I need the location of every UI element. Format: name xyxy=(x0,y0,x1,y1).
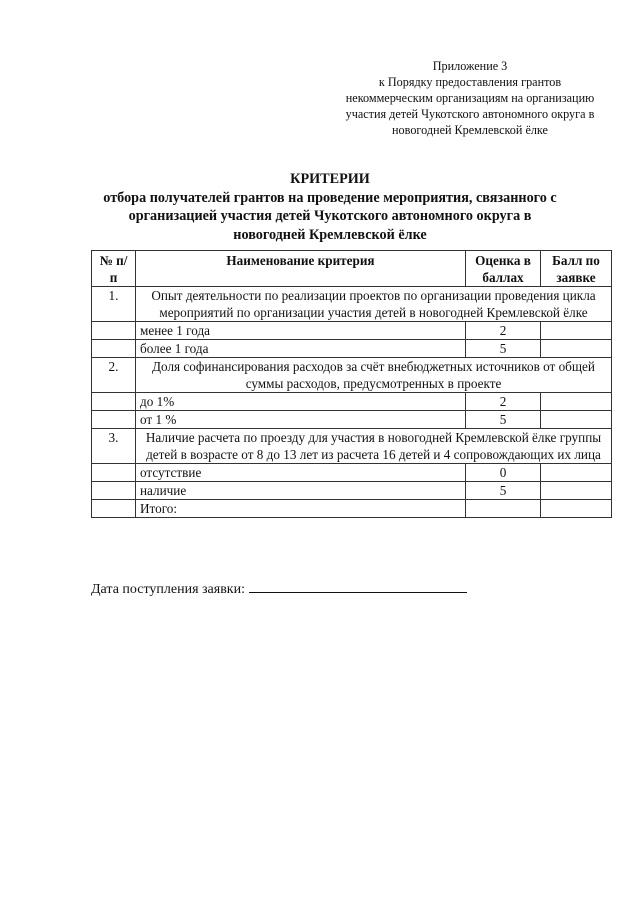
application-score-cell xyxy=(541,411,612,429)
total-application-cell xyxy=(541,500,612,518)
total-row xyxy=(92,500,612,518)
empty-cell xyxy=(92,322,136,340)
empty-cell xyxy=(92,500,136,518)
empty-cell xyxy=(92,393,136,411)
criterion-num: 1. xyxy=(92,287,136,322)
header-score: Оценка в баллах xyxy=(466,251,541,287)
application-score-cell xyxy=(541,482,612,500)
title-line: организацией участия детей Чукотского автономного округа в xyxy=(128,208,532,224)
option-row xyxy=(92,464,612,482)
table-header-row xyxy=(92,251,612,287)
criterion-num: 3. xyxy=(92,429,136,464)
option-label: менее 1 года xyxy=(136,322,466,340)
option-score: 2 xyxy=(466,322,541,340)
option-score: 2 xyxy=(466,393,541,411)
appendix-line: некоммерческим организациям на организацию xyxy=(345,91,595,105)
empty-cell xyxy=(92,464,136,482)
total-score-cell xyxy=(466,500,541,518)
option-row xyxy=(92,393,612,411)
title-line: новогодней Кремлевской ёлке xyxy=(233,226,427,243)
title-heading: КРИТЕРИИ xyxy=(290,171,370,187)
option-label: наличие xyxy=(136,482,466,500)
option-row xyxy=(92,411,612,429)
application-score-cell xyxy=(541,464,612,482)
appendix-line: к Порядку предоставления грантов xyxy=(378,75,562,89)
header-application: Балл по заявке xyxy=(541,251,612,287)
criterion-num: 2. xyxy=(92,358,136,393)
option-label: отсутствие xyxy=(136,464,466,482)
application-score-cell xyxy=(541,393,612,411)
submission-date-label: Дата поступления заявки: xyxy=(91,582,245,597)
appendix-note xyxy=(330,58,610,138)
option-score: 5 xyxy=(466,340,541,358)
application-score-cell xyxy=(541,340,612,358)
criterion-row xyxy=(92,358,612,393)
empty-cell xyxy=(92,482,136,500)
option-label: до 1% xyxy=(136,393,466,411)
option-score: 5 xyxy=(466,411,541,429)
criterion-row xyxy=(92,287,612,322)
submission-date-line xyxy=(91,578,467,598)
appendix-line: Приложение 3 xyxy=(432,59,508,73)
option-label: от 1 % xyxy=(136,411,466,429)
option-row xyxy=(92,340,612,358)
appendix-line: участия детей Чукотского автономного округа в xyxy=(345,107,595,121)
option-row xyxy=(92,322,612,340)
criterion-row xyxy=(92,429,612,464)
empty-cell xyxy=(92,411,136,429)
option-row xyxy=(92,482,612,500)
criterion-text: Наличие расчета по проезду для участия в новогодней Кремлевской ёлке группы детей в возрасте от 8 до 13 лет из расчета 16 детей и 4 сопровождающих их лица xyxy=(136,429,612,464)
submission-date-blank xyxy=(249,578,467,593)
title-line: отбора получателей грантов на проведение мероприятия, связанного с xyxy=(103,189,557,206)
criteria-table xyxy=(91,250,612,518)
criterion-text: Опыт деятельности по реализации проектов по организации проведения цикла мероприятий по организации участия детей в новогодней Кремлевской ёлке xyxy=(136,287,612,322)
header-criterion: Наименование критерия xyxy=(136,251,466,287)
document-title xyxy=(85,170,575,244)
option-label: более 1 года xyxy=(136,340,466,358)
total-label: Итого: xyxy=(136,500,466,518)
empty-cell xyxy=(92,340,136,358)
criterion-text: Доля софинансирования расходов за счёт внебюджетных источников от общей суммы расходов, предусмотренных в проекте xyxy=(136,358,612,393)
option-score: 5 xyxy=(466,482,541,500)
application-score-cell xyxy=(541,322,612,340)
option-score: 0 xyxy=(466,464,541,482)
appendix-line: новогодней Кремлевской ёлке xyxy=(392,123,548,137)
header-num: № п/п xyxy=(92,251,136,287)
